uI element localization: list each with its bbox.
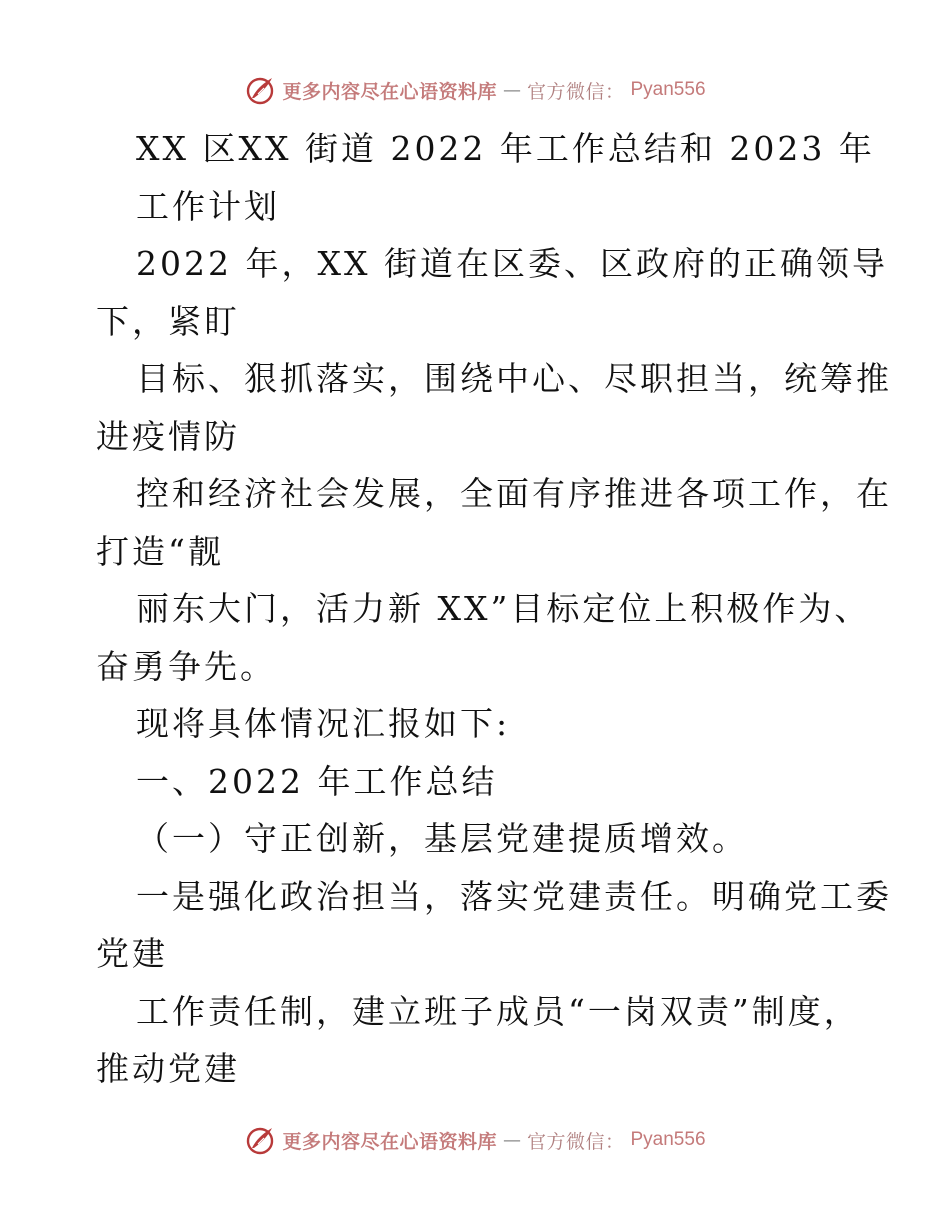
- text-line: 现将具体情况汇报如下:: [136, 704, 511, 743]
- section-heading: 一、2022 年工作总结: [136, 761, 498, 801]
- header-watermark: [244, 74, 705, 106]
- header-watermark-text: 更多内容尽在心语资料库: [282, 80, 497, 103]
- document-body: [96, 120, 892, 1098]
- text-line: 工作责任制，建立班子成员“一岗双责”制度，: [136, 991, 860, 1031]
- footer-contact-id: Pyan556: [630, 1129, 706, 1150]
- footer-contact-label: 官方微信：: [526, 1130, 625, 1153]
- footer-watermark-text: 更多内容尽在心语资料库: [282, 1130, 497, 1153]
- footer-separator: —: [502, 1129, 521, 1151]
- subsection-heading: （一）守正创新，基层党建提质增效。: [136, 819, 748, 858]
- text-line: 推动党建: [96, 1049, 240, 1088]
- header-separator: —: [502, 79, 521, 101]
- text-line: 进疫情防: [96, 416, 240, 456]
- text-line: XX 区XX 街道 2022 年工作总结和 2023 年: [136, 129, 875, 168]
- text-line: 控和经济社会发展，全面有序推进各项工作，在: [136, 474, 892, 513]
- page-footer: [0, 1120, 950, 1160]
- header-contact-label: 官方微信：: [526, 80, 625, 103]
- text-line: 奋勇争先。: [96, 646, 276, 686]
- text-line: 目标、狠抓落实，围绕中心、尽职担当，统筹推: [136, 359, 892, 398]
- text-line: 工作计划: [136, 186, 280, 226]
- page-header: [0, 70, 950, 110]
- header-contact-id: Pyan556: [630, 79, 706, 100]
- text-line: 打造“靓: [96, 531, 224, 571]
- text-line: 下，紧盯: [96, 301, 240, 341]
- quill-logo-icon: [244, 74, 276, 106]
- footer-watermark: [244, 1124, 705, 1156]
- text-line: 2022 年，XX 街道在区委、区政府的正确领导: [136, 244, 888, 283]
- text-line: 党建: [96, 934, 168, 973]
- text-line: 一是强化政治担当，落实党建责任。明确党工委: [136, 876, 892, 916]
- quill-logo-icon: [244, 1124, 276, 1156]
- text-line: 丽东大门，活力新 XX”目标定位上积极作为、: [136, 589, 871, 628]
